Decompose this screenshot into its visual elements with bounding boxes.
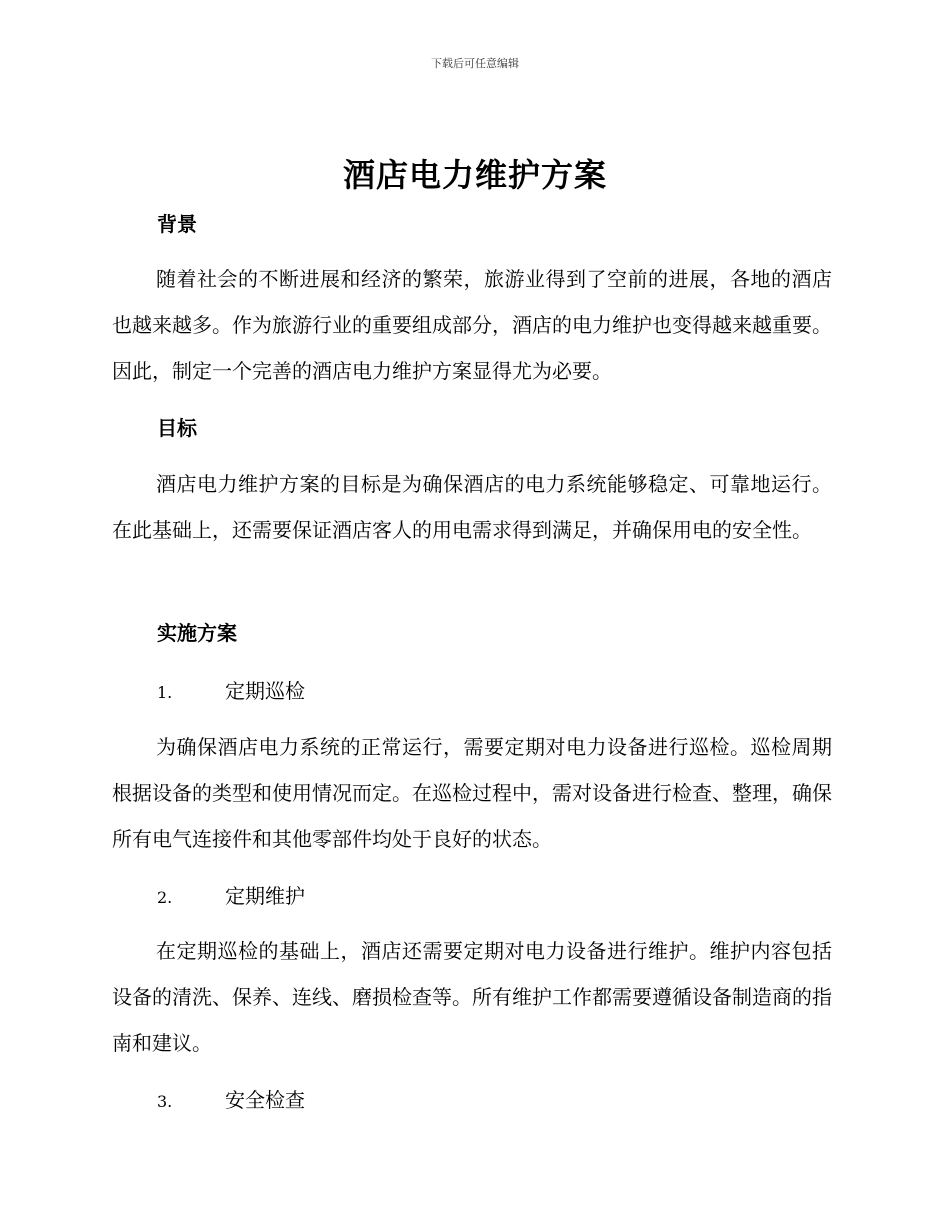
paragraph-goal: 酒店电力维护方案的目标是为确保酒店的电力系统能够稳定、可靠地运行。在此基础上，还需要保证酒店客人的用电需求得到满足，并确保用电的安全性。 [112, 472, 832, 542]
section-heading-goal: 目标 [157, 416, 197, 440]
section-heading-background: 背景 [157, 212, 197, 236]
header-note: 下载后可任意编辑 [431, 57, 519, 70]
paragraph-inspection: 为确保酒店电力系统的正常运行，需要定期对电力设备进行巡检。巡检周期根据设备的类型和使用情况而定。在巡检过程中，需对设备进行检查、整理，确保所有电气连接件和其他零部件均处于良好的状态。 [112, 735, 832, 851]
list-number: 3. [157, 1092, 173, 1111]
paragraph-background: 随着社会的不断进展和经济的繁荣，旅游业得到了空前的进展，各地的酒店也越来越多。作为旅游行业的重要组成部分，酒店的电力维护也变得越来越重要。因此，制定一个完善的酒店电力维护方案显得尤为必要。 [112, 267, 832, 383]
paragraph-maintenance: 在定期巡检的基础上，酒店还需要定期对电力设备进行维护。维护内容包括设备的清洗、保养、连线、磨损检查等。所有维护工作都需要遵循设备制造商的指南和建议。 [112, 939, 832, 1055]
list-item-inspection [157, 675, 305, 704]
list-number: 1. [157, 683, 173, 702]
list-label: 安全检查 [225, 1088, 305, 1112]
list-item-safety-check [157, 1084, 305, 1113]
list-label: 定期巡检 [225, 679, 305, 703]
list-item-maintenance [157, 880, 305, 909]
document-title: 酒店电力维护方案 [342, 156, 607, 194]
section-heading-plan: 实施方案 [157, 621, 237, 645]
list-label: 定期维护 [225, 884, 305, 908]
list-number: 2. [157, 888, 173, 907]
